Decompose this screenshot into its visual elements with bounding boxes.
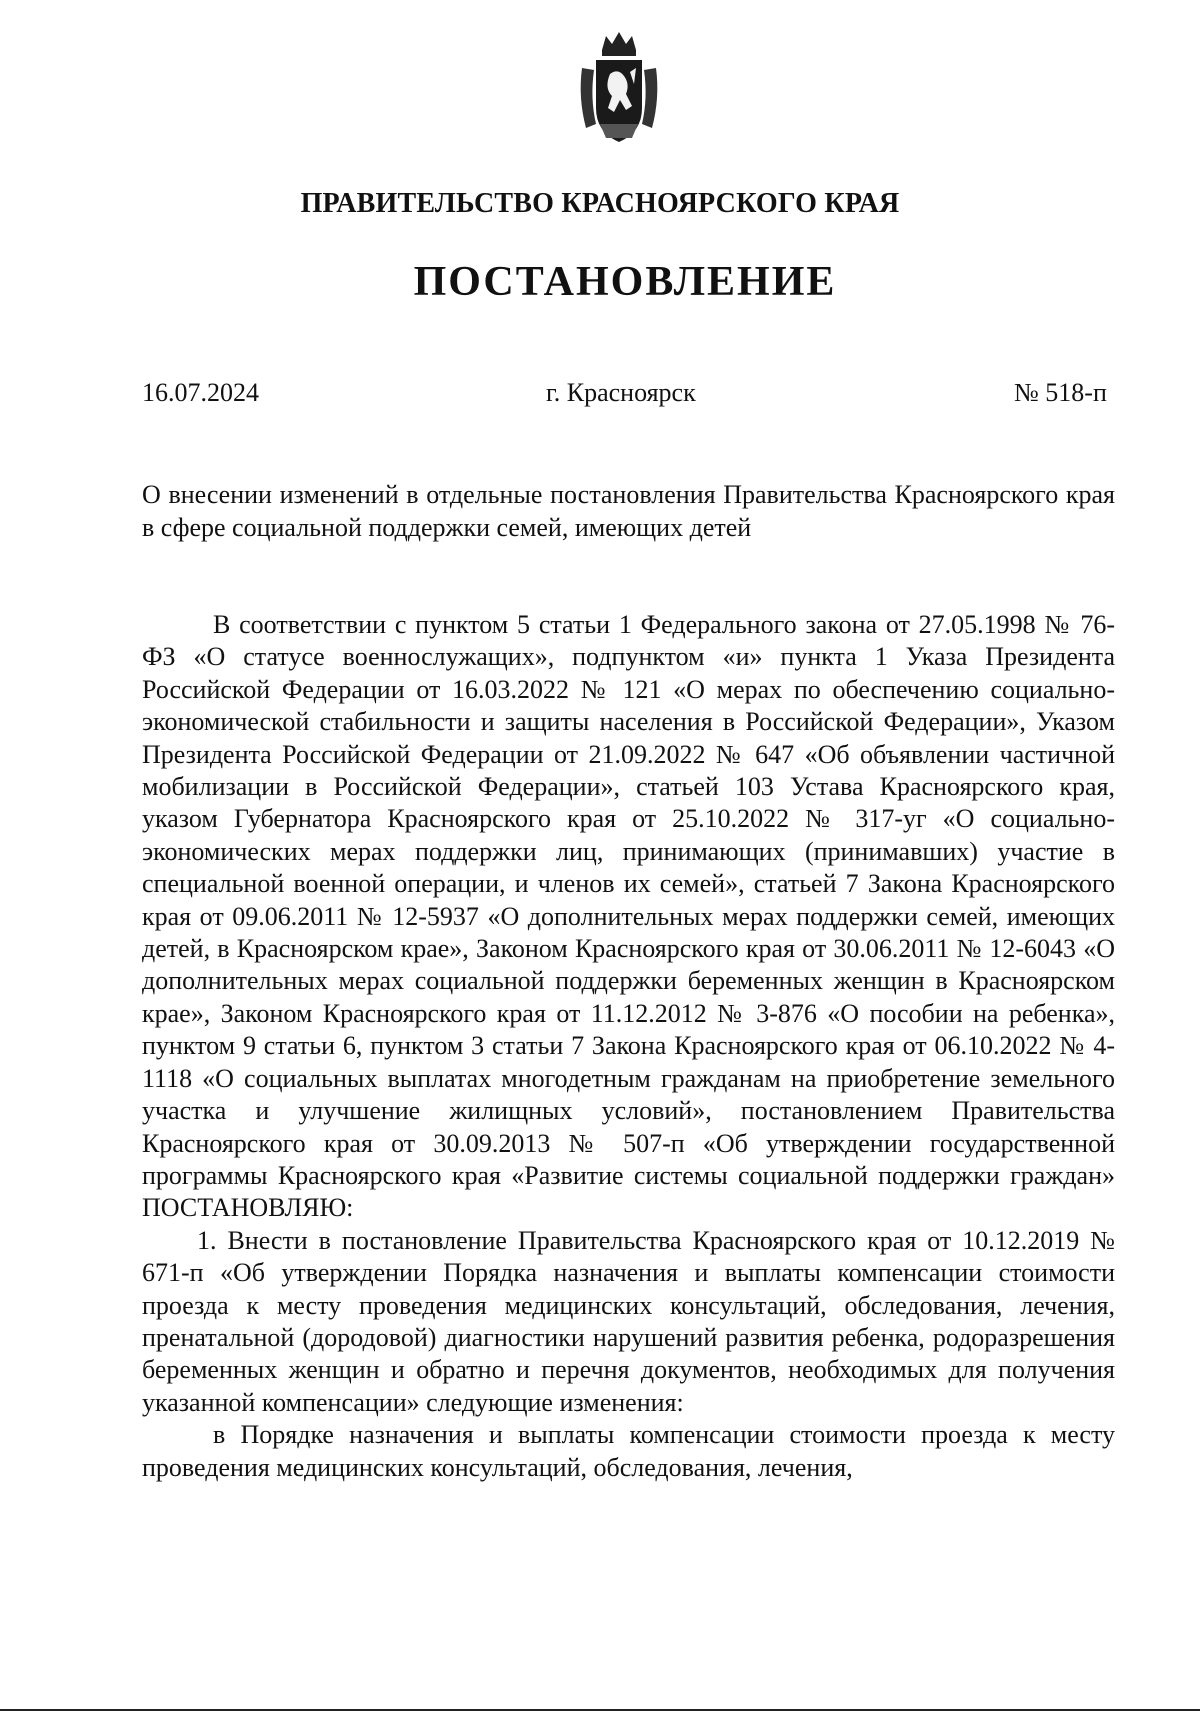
document-number: № 518-п — [1014, 378, 1107, 407]
document-type-title: ПОСТАНОВЛЕНИЕ — [413, 259, 837, 305]
clause-1-paragraph: 1. Внести в постановление Правительства Красноярского края от 10.12.2019 № 671-п «Об утверждении Порядка назначения и выплаты компенсации стоимости проезда к месту проведения медицинских консультаций, обследования, лечения, пренатальной (дородовой) диагностики нарушений развития ребенка, родоразрешения беременных женщин и обратно и перечня документов, необходимых для получения указанной компенсации» следующие изменения: — [142, 1225, 1115, 1417]
document-subject: О внесении изменений в отдельные постановления Правительства Красноярского края в сфере социальной поддержки семей, имеющих детей — [142, 480, 1115, 542]
page-bottom-divider — [0, 1709, 1200, 1711]
document-date: 16.07.2024 — [142, 378, 259, 407]
document-city: г. Красноярск — [546, 378, 696, 407]
government-name: ПРАВИТЕЛЬСТВО КРАСНОЯРСКОГО КРАЯ — [300, 188, 900, 219]
clause-1-subparagraph: в Порядке назначения и выплаты компенсации стоимости проезда к месту проведения медицинских консультаций, обследования, лечения, — [142, 1420, 1115, 1482]
document-body — [142, 609, 1115, 1484]
preamble-paragraph: В соответствии с пунктом 5 статьи 1 Федерального закона от 27.05.1998 № 76-ФЗ «О статусе военнослужащих», подпунктом «и» пункта 1 Указа Президента Российской Федерации от 16.03.2022 № 121 «О мерах по обеспечению социально-экономической стабильности и защиты населения в Российской Федерации», Указом Президента Российской Федерации от 21.09.2022 № 647 «Об объявлении частичной мобилизации в Российской Федерации», статьей 103 Устава Красноярского края, указом Губернатора Красноярского края от 25.10.2022 № 317-уг «О социально-экономических мерах поддержки лиц, принимающих (принимавших) участие в специальной военной операции, и членов их семей», статьей 7 Закона Красноярского края от 09.06.2011 № 12-5937 «О дополнительных мерах поддержки семей, имеющих детей, в Красноярском крае», Законом Красноярского края от 30.06.2011 № 12-6043 «О дополнительных мерах социальной поддержки беременных женщин в Красноярском крае», Законом Красноярского края от 11.12.2012 № 3-876 «О пособии на ребенка», пунктом 9 статьи 6, пунктом 3 статьи 7 Закона Красноярского края от 06.10.2022 № 4-1118 «О социальных выплатах многодетным гражданам на приобретение земельного участка и улучшение жилищных условий», постановлением Правительства Красноярского края от 30.09.2013 № 507-п «Об утверждении государственной программы Красноярского края «Развитие системы социальной поддержки граждан» ПОСТАНОВЛЯЮ: — [142, 610, 1115, 1223]
krasnoyarsk-coat-of-arms-icon — [574, 28, 664, 148]
